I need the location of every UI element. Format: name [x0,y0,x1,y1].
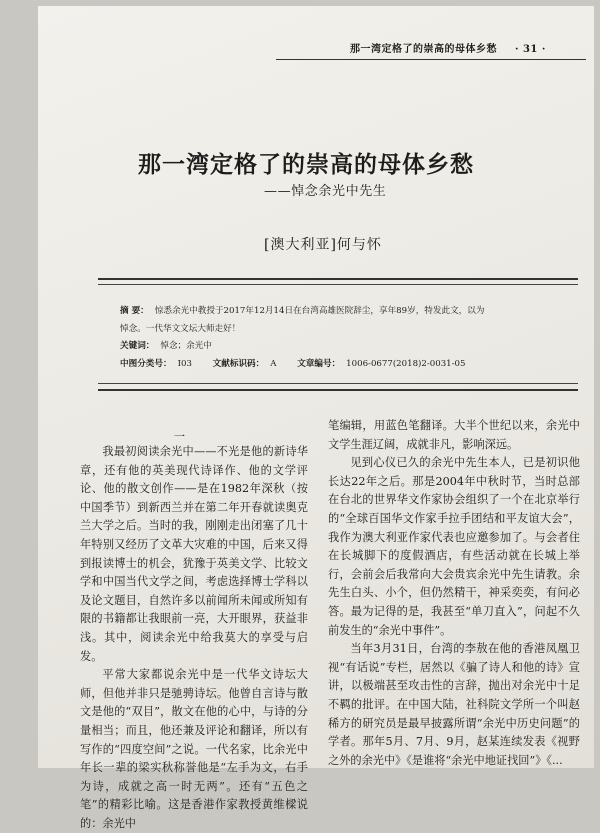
keywords-label: 关键词： [120,341,155,351]
body-paragraph: 我最初阅读余光中——不光是他的新诗华章，还有他的英美现代诗译作、他的文学评论、他的散文创作——是在1982年深秋（按中国季节）到新西兰并在第二年开春就读奥克兰大学之后。当时的我，刚刚走出闭塞了几十年特别又经历了文革大灾难的中国，后来又得到报读博士的机会，犹豫于英美文学、比较文学和中国当代文学之间，考虑选择博士学科以及论文题目，自然许多以前闻所未闻或所知有限的书籍都让我眼前一亮，大开眼界，获益非浅。其中，阅读余光中给我莫大的享受与启发。 [80,445,308,663]
doc-code-value: A [270,358,277,369]
body-paragraph: 笔编辑，用蓝色笔翻译。大半个世纪以来，余光中文学生涯辽阔，成就非凡，影响深远。 [328,419,580,451]
article-title: 那一湾定格了的崇高的母体乡愁 [138,152,474,178]
clc-label: 中图分类号： [120,358,172,369]
clc-value: I03 [177,358,192,369]
classification-row [120,356,565,374]
abstract-text-line2: 悼念。一代华文文坛大师走好！ [120,323,241,334]
abstract-bottom-rule-thick [98,389,578,391]
journal-page [38,6,594,830]
article-no-label: 文章编号： [297,358,341,369]
body-paragraph: 当年3月31日，台湾的李敖在他的香港凤凰卫视“有话说”专栏，居然以《骗了诗人和他的诗》宣讲，以极端甚至攻击性的言辞，抛出对余光中十足不羁的批评。在中国大陆，社科院文学所一个叫赵稀方的研究员是最早披露所谓“余光中历史问题”的学者。那年5月、7月、9月，赵某连续发表《视野之外的余光中》《是谁将“余光中地证找回”》《... [328,642,580,767]
header-rule [276,59,586,60]
keywords-row [120,338,565,356]
abstract-label: 摘 要： [120,306,149,316]
abstract-row-2 [120,321,565,339]
running-title: 那一湾定格了的崇高的母体乡愁 [350,44,497,55]
abstract-block [120,303,565,373]
doc-code-label: 文献标识码： [212,358,265,369]
page-number: · 31 · [514,44,546,55]
abstract-bottom-rule-thin [98,383,578,384]
body-paragraph: 平常大家都说余光中是一代华文诗坛大师，但他并非只是驰骋诗坛。他曾自言诗与散文是他的“双目”，散文在他的心中，与诗的分量相当；而且，他还兼及评论和翻译，所以有写作的“四度空间”之说。一代名家，比余光中年长一辈的梁实秋称誉他是“左手为文，右手为诗，成就之高一时无两”。还有“五色之笔”的精彩比喻。这是香港作家教授黄维樑说的：余光中 [80,668,308,830]
running-header [350,40,546,55]
section-mark: 一 [174,430,185,443]
body-paragraph: 见到心仪已久的余光中先生本人，已是初识他长达22年之后。那是2004年中秋时节，当时总部在台北的世界华文作家协会组织了一个在北京举行的“全球百国华文作家手拉手团结和平友谊大会”，我作为澳大利亚作家代表也应邀参加了。与会者住在长城脚下的度假酒店，有些活动就在长城上举行，会前会后我常向大会贵宾余光中先生请教。余先生白头、小个，但仍然精干，神采奕奕，有问必答。最为记得的是，我甚至“单刀直入”，问起不久前发生的“余光中事件”。 [328,456,580,637]
article-no-value: 1006-0677(2018)2-0031-05 [346,358,466,369]
article-author: [澳大利亚]何与怀 [264,237,382,253]
abstract-row [120,303,565,321]
keywords-value: 悼念；余光中 [160,341,212,351]
abstract-text-line1: 惊悉余光中教授于2017年12月14日在台湾高雄医院辞尘，享年89岁，特发此文，以为 [154,306,485,316]
abstract-top-rule-thick [98,278,578,280]
body-column-right [328,417,580,770]
article-subtitle: ——悼念余光中先生 [264,184,387,199]
body-column-left [80,443,308,833]
abstract-top-rule-thin [98,284,578,285]
